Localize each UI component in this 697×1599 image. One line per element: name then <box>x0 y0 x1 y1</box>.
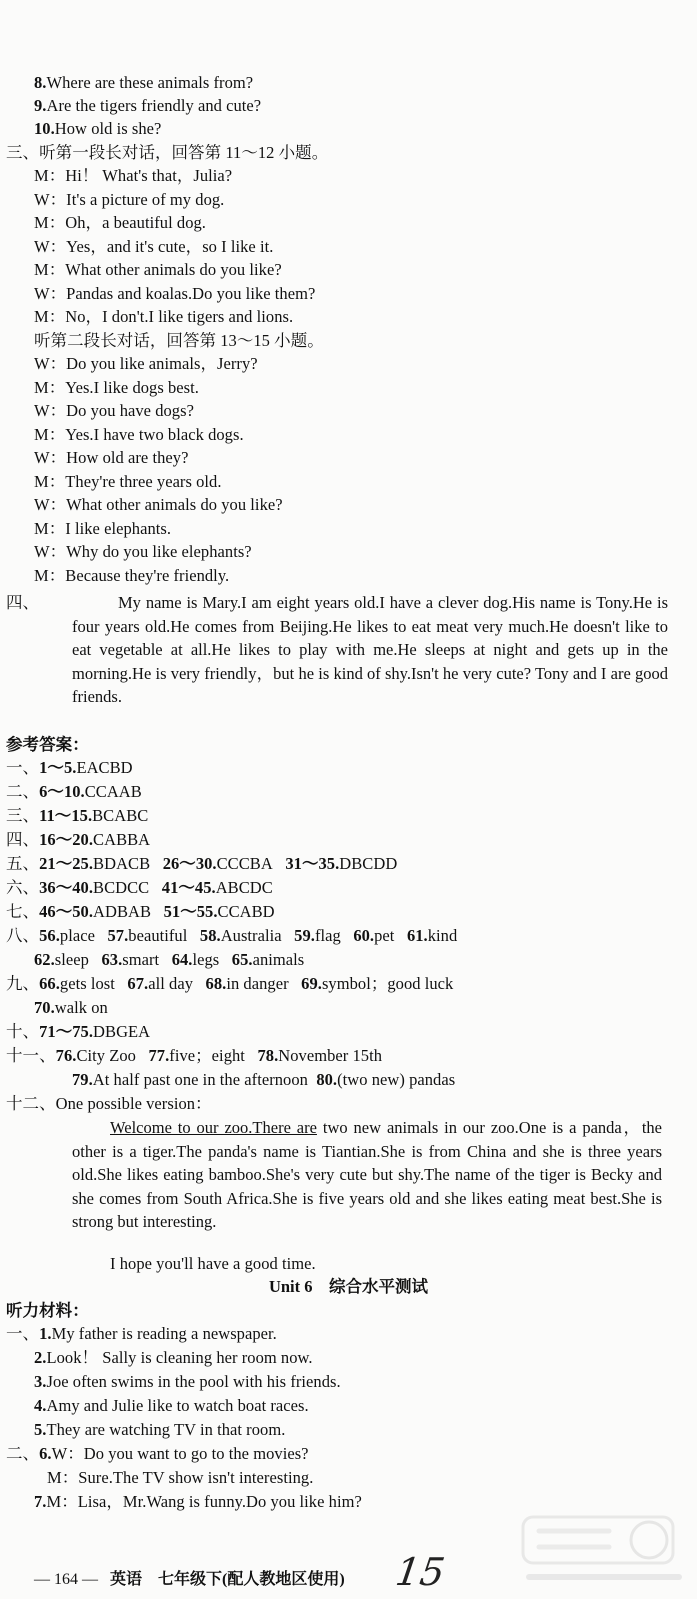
listening-item: 3.Joe often swims in the pool with his friends. <box>34 1372 341 1391</box>
answer-row-9b: 70.walk on <box>34 998 108 1017</box>
section-3-heading-2: 听第二段长对话，回答第 13～15 小题。 <box>34 331 324 350</box>
section-4-label: 四、 <box>6 593 40 612</box>
dialogue-line: M：Yes.I have two black dogs. <box>34 425 244 444</box>
dialogue-line: M：Hi！ What's that，Julia? <box>34 166 233 185</box>
answer-row-6: 六、36～40.BCDCC 41～45.ABCDC <box>6 878 273 897</box>
listening-item: M：Sure.The TV show isn't interesting. <box>47 1468 314 1487</box>
dialogue-line: W：How old are they? <box>34 448 189 467</box>
answer-row-3: 三、11～15.BCABC <box>6 806 149 825</box>
answer-row-8: 八、56.place 57.beautiful 58.Australia 59.flag 60.pet 61.kind <box>6 926 458 945</box>
section-4-passage: My name is Mary.I am eight years old.I have a clever dog.His name is Tony.He is four years old.He comes from Beijing.He likes to eat meat very much.He doesn't like to eat vegetable at all.He likes to play with me.He sleeps at night and gets up in the morning.He is very friendly，but he is kind of shy.Isn't he very cute? Tony and I are good friends. <box>72 593 668 707</box>
listening-item: 4.Amy and Julie like to watch boat races. <box>34 1396 309 1415</box>
answer-row-10: 十、71～75.DBGEA <box>6 1022 151 1041</box>
sample-essay: Welcome to our zoo.There are two new animals in our zoo.One is a panda，the other is a tiger.The panda's name is Tiantian.She is from China and she is three years old.She likes eating bamboo.She's very cute but shy.The name of the tiger is Becky and she comes from South Africa.She is five years old and she likes eating meat best.She is strong but interesting. <box>72 1118 662 1232</box>
answer-row-8b: 62.sleep 63.smart 64.legs 65.animals <box>34 950 305 969</box>
listening-item: 5.They are watching TV in that room. <box>34 1420 286 1439</box>
listening-heading: 听力材料： <box>6 1301 89 1320</box>
dialogue-line: M：No，I don't.I like tigers and lions. <box>34 307 294 326</box>
dialogue-line: M：They're three years old. <box>34 472 222 491</box>
dialogue-line: M：Oh，a beautiful dog. <box>34 213 206 232</box>
listening-item: 7.M：Lisa，Mr.Wang is funny.Do you like him? <box>34 1492 362 1511</box>
answer-row-12: 十二、One possible version： <box>6 1094 212 1113</box>
listening-item: 二、6.W：Do you want to go to the movies? <box>6 1444 309 1463</box>
watermark-logo <box>519 1513 689 1591</box>
dialogue-line: M：What other animals do you like? <box>34 260 282 279</box>
answer-row-4: 四、16～20.CABBA <box>6 830 151 849</box>
question-10: 10.How old is she? <box>34 119 162 138</box>
question-9: 9.Are the tigers friendly and cute? <box>34 96 262 115</box>
handwritten-mark: 15 <box>392 1550 448 1594</box>
dialogue-line: W：Why do you like elephants? <box>34 542 252 561</box>
answer-row-11b: 79.At half past one in the afternoon 80.(two new) pandas <box>72 1070 456 1089</box>
answer-row-2: 二、6～10.CCAAB <box>6 782 142 801</box>
dialogue-line: M：I like elephants. <box>34 519 172 538</box>
answer-row-7: 七、46～50.ADBAB 51～55.CCABD <box>6 902 275 921</box>
answers-heading: 参考答案： <box>6 735 89 754</box>
answer-row-9: 九、66.gets lost 67.all day 68.in danger 69.symbol；good luck <box>6 974 454 993</box>
dialogue-line: W：Pandas and koalas.Do you like them? <box>34 284 316 303</box>
dialogue-line: M：Yes.I like dogs best. <box>34 378 199 397</box>
section-3-heading: 三、听第一段长对话，回答第 11～12 小题。 <box>6 143 329 162</box>
page-footer <box>34 1569 345 1591</box>
dialogue-line: W：Do you have dogs? <box>34 401 194 420</box>
listening-item: 一、1.My father is reading a newspaper. <box>6 1324 277 1343</box>
answer-row-1: 一、1～5.EACBD <box>6 758 133 777</box>
dialogue-line: W：Yes，and it's cute，so I like it. <box>34 237 274 256</box>
listening-item: 2.Look！ Sally is cleaning her room now. <box>34 1348 313 1367</box>
book-subject: 英语 七年级下(配人教地区使用) <box>110 1571 345 1588</box>
unit-title: Unit 6 综合水平测试 <box>268 1277 429 1296</box>
answer-row-5: 五、21～25.BDACB 26～30.CCCBA 31～35.DBCDD <box>6 854 398 873</box>
essay-closing: I hope you'll have a good time. <box>110 1254 316 1273</box>
dialogue-line: W：It's a picture of my dog. <box>34 190 225 209</box>
dialogue-line: W：What other animals do you like? <box>34 495 283 514</box>
dialogue-line: M：Because they're friendly. <box>34 566 230 585</box>
question-8: 8.Where are these animals from? <box>34 73 254 92</box>
answer-row-11: 十一、76.City Zoo 77.five；eight 78.November 15th <box>6 1046 383 1065</box>
dialogue-line: W：Do you like animals，Jerry? <box>34 354 258 373</box>
page-number: — 164 — <box>34 1571 98 1588</box>
